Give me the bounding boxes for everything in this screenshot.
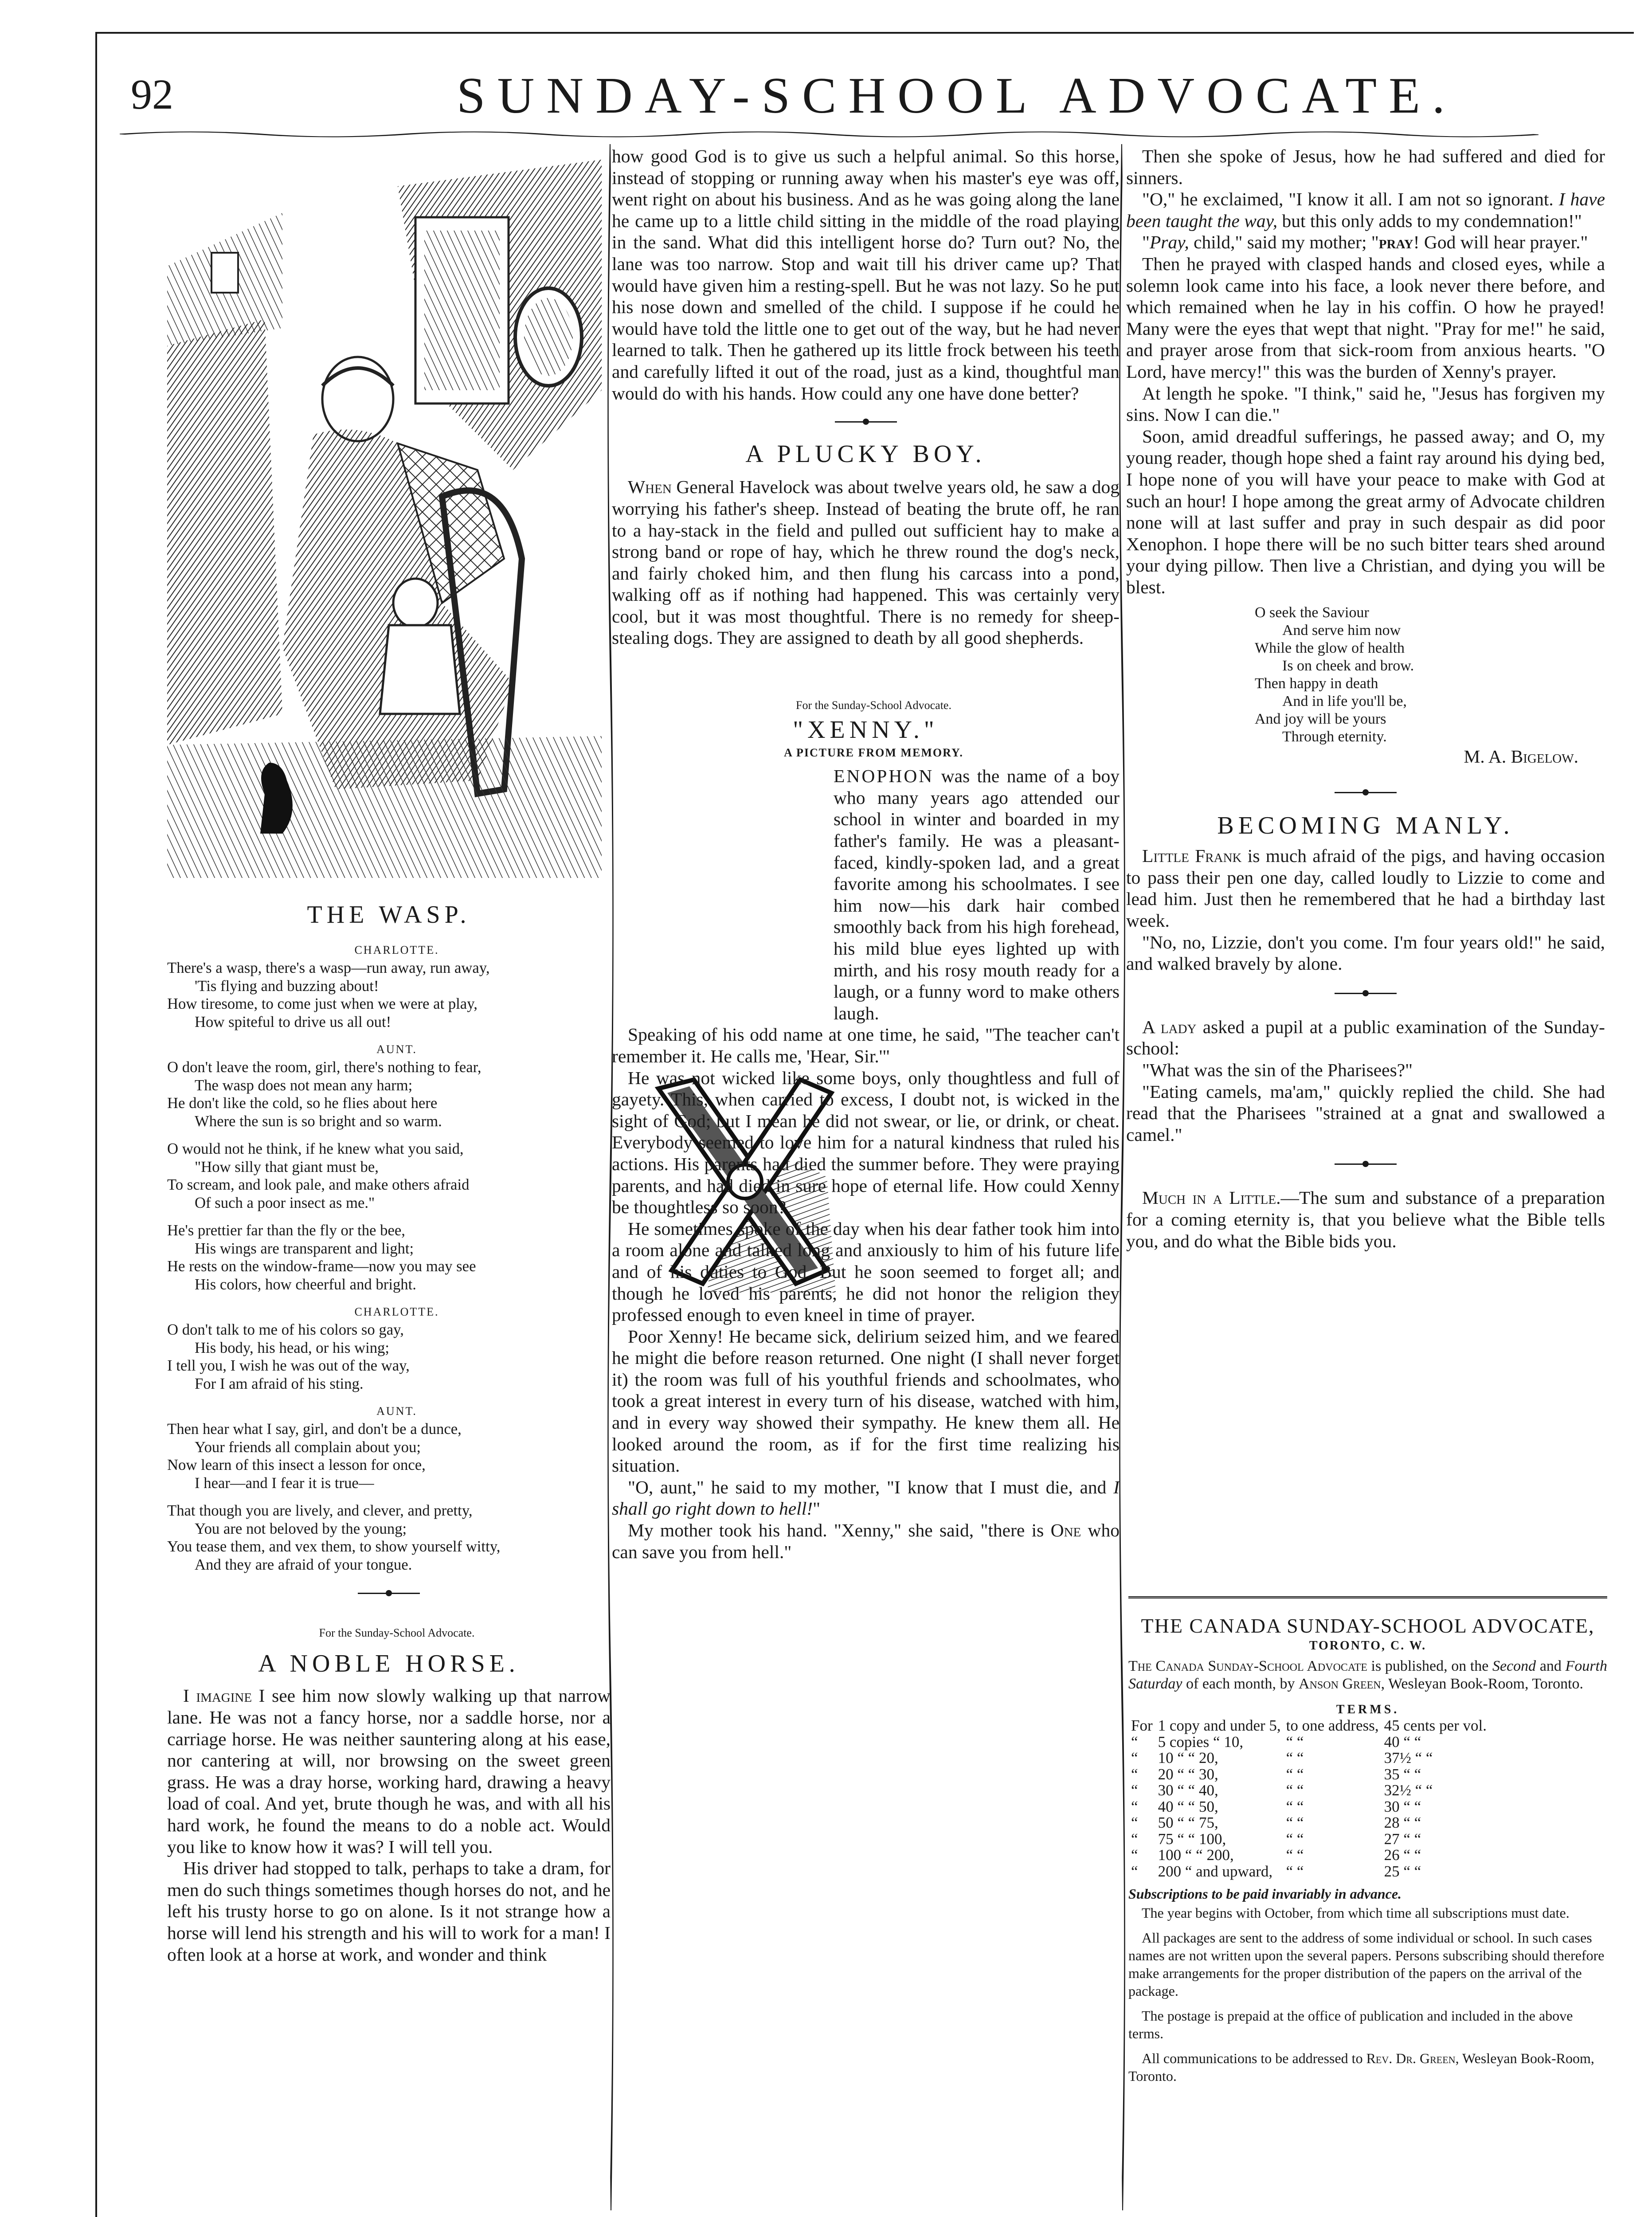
terms-cell: “ “ (1286, 1749, 1304, 1767)
notice-paragraph: The year begins with October, from which time all subscriptions must date. (1142, 1905, 1570, 1921)
xenny-signature: M. A. Bigelow. (1464, 746, 1578, 767)
verse-line: The wasp does not mean any harm; (195, 1076, 413, 1094)
terms-cell: 10 “ “ 20, (1158, 1749, 1218, 1767)
xenny-paragraph: Soon, amid dreadful sufferings, he passed away; and O, my young reader, though hope shed a faint ray around his dying bed, I hope none of you will have your peace to make with God at such an hour! I hope among the great army of Advocate children none will at last suffer and pray in such despair as did poor Xenophon. I hope there will be no such bitter tears shed around your dying pillow. Then live a Christian, and dying you will be blest. (1126, 426, 1605, 597)
wasp-stanza (167, 1041, 611, 1130)
terms-cell: 32½ “ “ (1384, 1782, 1433, 1799)
wasp-stanza (167, 1140, 611, 1212)
xenny-paragraph: He was not wicked like some boys, only thoughtless and full of gayety. This, when carried to excess, I doubt not, is wicked in the sight of God; but I mean he did not swear, or lie, or drink, or cheat. Everybody seemed to love him for a natural kindness that ruled his actions. His parents had died the summer before. They were praying parents, and had died in sure hope of eternal life. How could Xenny be thoughtless so soon? (612, 1067, 1120, 1218)
lead-word: A lady (1142, 1016, 1197, 1037)
terms-row (1128, 1815, 1489, 1831)
terms-cell: to one address, (1286, 1717, 1379, 1735)
terms-cell: “ “ (1286, 1862, 1304, 1880)
terms-cell: “ “ (1286, 1814, 1304, 1832)
verse-line: Through eternity. (1282, 729, 1387, 745)
notice-paragraph: All packages are sent to the address of some individual or school. In such cases names are not written upon the several papers. Persons subscribing should therefore make arrangements for the proper distribution of the papers on the arrival of the package. (1128, 1930, 1605, 1999)
paragraph-italic: Pray, (1149, 232, 1189, 253)
advance-note: Subscriptions to be paid invariably in advance. (1128, 1886, 1402, 1902)
paragraph-text: was the name of a boy who many years ago attended our school in winter and boarded in my father's family. He was a pleasant-faced, kindly-spoken lad, and a great favorite among his schoolmates. I see him now—his dark hair combed smoothly back from his high forehead, his mild blue eyes lighted up with mirth, and his rosy mouth ready for a laugh, or a funny word to make others laugh. (834, 766, 1120, 1023)
pharisees-paragraph: "What was the sin of the Pharisees?" (1142, 1060, 1413, 1080)
paragraph-text: I see him now slowly walking up that narrow lane. He was not a fancy horse, nor a saddle horse, nor a carriage horse. He was neither sauntering along at his ease, nor cantering at will, nor browsing on the sweet green grass. He was a dray horse, working hard, drawing a heavy load of coal. And yet, brute though he was, and with all his hard work, he found the means to do a noble act. Would you like to know how it was? I will tell you. (167, 1685, 611, 1857)
section-ornament (1126, 983, 1605, 1003)
terms-row (1128, 1750, 1489, 1767)
becoming-manly-title: BECOMING MANLY. (1217, 812, 1514, 840)
attribution: For the Sunday-School Advocate. (319, 1626, 475, 1640)
intro-text: Anson Green (1299, 1676, 1381, 1692)
paragraph-text: asked a pupil at a public examination of the Sunday-school: (1126, 1016, 1605, 1059)
wasp-stanza (167, 1303, 611, 1393)
terms-row (1128, 1831, 1489, 1848)
intro-text: of each month, by (1182, 1676, 1299, 1692)
xenny-paragraph: Then he prayed with clasped hands and closed eyes, while a solemn look came into his face, a look never there before, and which remained when he lay in his coffin. O how he prayed! Many were the eyes that wept that night. "Pray for me!" he said, and prayer arose from that sick-room from anxious hearts. "O Lord, have mercy!" this was the burden of Xenny's prayer. (1126, 253, 1605, 382)
paragraph-text: My mother took his hand. "Xenny," she said, "there is (628, 1520, 1051, 1541)
wasp-stanza (167, 1402, 611, 1492)
wasp-stanza (167, 941, 611, 1031)
verse-line: While the glow of health (1255, 640, 1405, 657)
wasp-stanza (167, 1502, 611, 1574)
verse-line: He don't like the cold, so he flies about here (167, 1094, 438, 1112)
verse-line: I tell you, I wish he was out of the way, (167, 1357, 410, 1375)
paragraph-text: General Havelock was about twelve years old, he saw a dog worrying his father's sheep. Instead of beating the brute off, he ran to a hay-stack in the field and pulled out sufficient hay to make a strong band or rope of hay, which he threw round the dog's neck, and fairly choked him, and then flung his carcass into a pond, walking off as if nothing had happened. This was certainly very cool, but it was most thoughtful. There is no remedy for sheep-stealing dogs. They are assigned to death by all good shepherds. (612, 477, 1120, 648)
xenny-paragraph: "Pray, child," said my mother; "pray! God will hear prayer." (1142, 232, 1588, 253)
verse-line: There's a wasp, there's a wasp—run away, run away, (167, 959, 490, 977)
terms-cell: 45 cents per vol. (1384, 1717, 1487, 1735)
terms-cell: 75 “ “ 100, (1158, 1830, 1226, 1848)
verse-line: How spiteful to drive us all out! (195, 1013, 391, 1030)
verse-line: To scream, and look pale, and make others afraid (167, 1176, 470, 1194)
terms-cell: 20 “ “ 30, (1158, 1765, 1218, 1783)
xenny-paragraph: Speaking of his odd name at one time, he said, "The teacher can't remember it. He calls me, 'Hear, Sir.'" (612, 1024, 1120, 1066)
verse-line: O don't talk to me of his colors so gay, (167, 1321, 404, 1339)
terms-row (1128, 1864, 1489, 1880)
verse-line: That though you are lively, and clever, and pretty, (167, 1502, 473, 1520)
paragraph-smallcaps: pray (1378, 232, 1413, 253)
verse-line: His body, his head, or his wing; (195, 1339, 390, 1356)
terms-cell: 35 “ “ (1384, 1765, 1421, 1783)
masthead-title: SUNDAY-SCHOOL ADVOCATE. (457, 67, 1457, 124)
paragraph-smallcaps: One (1050, 1520, 1081, 1541)
terms-table (1128, 1718, 1607, 1880)
lead-word: When (628, 477, 672, 497)
verse-line: 'Tis flying and buzzing about! (195, 977, 379, 995)
section-ornament (1126, 1154, 1605, 1174)
column-right (1126, 145, 1605, 1252)
verse-line: His wings are transparent and light; (195, 1239, 414, 1257)
notice-text: , Wesleyan Book-Room, Toronto. (1128, 2050, 1594, 2084)
xenny-paragraph (612, 1477, 1120, 1520)
verse-line: "How silly that giant must be, (195, 1158, 379, 1175)
terms-cell: “ “ (1286, 1846, 1304, 1864)
terms-cell: 40 “ “ 50, (1158, 1798, 1218, 1815)
terms-cell: 25 “ “ (1384, 1862, 1421, 1880)
verse-line: Then happy in death (1255, 675, 1378, 692)
paragraph-text: is much afraid of the pigs, and having occasion to pass their pen one day, called loudly to Lizzie to come and lead him. Just then he remembered that he had a birthday last week. (1126, 846, 1605, 931)
paragraph-text: child," said my mother; " (1189, 232, 1379, 253)
intro-text: Second (1492, 1658, 1536, 1675)
verse-line: Your friends all complain about you; (195, 1438, 421, 1456)
xenny-poem (1255, 604, 1605, 746)
verse-line: He rests on the window-frame—now you may see (167, 1257, 476, 1275)
terms-cell: “ (1131, 1765, 1138, 1783)
terms-cell: For (1131, 1717, 1153, 1735)
terms-cell: “ (1131, 1862, 1138, 1880)
terms-cell: 28 “ “ (1384, 1814, 1421, 1832)
terms-cell: “ (1131, 1830, 1138, 1848)
terms-cell: 1 copy and under 5, (1158, 1717, 1281, 1735)
terms-cell: “ “ (1286, 1765, 1304, 1783)
plucky-boy-title: A PLUCKY BOY. (745, 440, 986, 468)
notice-paragraph (1128, 2049, 1607, 2085)
terms-cell: 26 “ “ (1384, 1846, 1421, 1864)
terms-cell: 27 “ “ (1384, 1830, 1421, 1848)
xenny-paragraph: Then she spoke of Jesus, how he had suffered and died for sinners. (1126, 146, 1605, 188)
section-ornament (1126, 783, 1605, 802)
header-wavy-rule (120, 129, 1538, 139)
verse-line: You tease them, and vex them, to show yourself witty, (167, 1538, 501, 1555)
canada-intro (1128, 1657, 1607, 1693)
verse-line: How tiresome, to come just when we were at play, (167, 995, 478, 1013)
column-middle (612, 145, 1120, 1563)
terms-cell: “ (1131, 1782, 1138, 1799)
terms-row (1128, 1799, 1489, 1815)
verse-line: His colors, how cheerful and bright. (195, 1275, 416, 1293)
paragraph-text: who can save you from hell." (612, 1520, 1120, 1562)
canada-advocate-notice (1128, 1596, 1607, 2217)
lead-word: I imagine (183, 1685, 252, 1706)
canada-location: TORONTO, C. W. (1309, 1639, 1427, 1653)
lead-word: Little Frank (1142, 846, 1242, 866)
verse-line: And in life you'll be, (1282, 693, 1407, 710)
terms-cell: 100 “ “ 200, (1158, 1846, 1234, 1864)
verse-line: You are not beloved by the young; (195, 1520, 407, 1537)
verse-line: Where the sun is so bright and so warm. (195, 1112, 442, 1130)
paragraph-text: " (813, 1498, 821, 1519)
xenny-subtitle: A PICTURE FROM MEMORY. (784, 746, 963, 760)
terms-row (1128, 1734, 1489, 1751)
noble-horse-title: A NOBLE HORSE. (258, 1650, 520, 1678)
verse-line: And joy will be yours (1255, 711, 1386, 728)
terms-title: TERMS. (1336, 1703, 1400, 1717)
verse-line: Is on cheek and brow. (1282, 658, 1414, 674)
section-ornament (167, 1583, 611, 1603)
terms-cell: “ “ (1286, 1830, 1304, 1848)
xenny-title: "XENNY." (793, 716, 939, 744)
terms-cell: 40 “ “ (1384, 1733, 1421, 1751)
column-left (167, 146, 611, 1965)
paragraph-text: ! God will hear prayer." (1413, 232, 1588, 253)
terms-cell: 30 “ “ (1384, 1798, 1421, 1815)
intro-text: is published, on the (1367, 1658, 1492, 1675)
verse-line: Now learn of this insect a lesson for once, (167, 1456, 426, 1474)
notice-text: Rev. Dr. Green (1366, 2050, 1456, 2067)
notice-text: All communications to be addressed to (1142, 2050, 1366, 2067)
canada-title: THE CANADA SUNDAY-SCHOOL ADVOCATE, (1141, 1614, 1595, 1637)
terms-cell: 30 “ “ 40, (1158, 1782, 1218, 1799)
xenny-paragraph (1126, 188, 1605, 231)
verse-line: For I am afraid of his sting. (195, 1375, 364, 1392)
terms-cell: “ “ (1286, 1733, 1304, 1751)
terms-cell: “ (1131, 1846, 1138, 1864)
verse-line: O seek the Saviour (1255, 604, 1369, 621)
pharisees-paragraph (1126, 1016, 1605, 1059)
wasp-speaker: CHARLOTTE. (354, 1305, 439, 1319)
wasp-speaker: CHARLOTTE. (354, 944, 439, 957)
intro-text: , Wesleyan Book-Room, Toronto. (1381, 1676, 1584, 1692)
verse-line: Of such a poor insect as me." (195, 1194, 375, 1211)
top-border (95, 32, 1634, 34)
paragraph-text: but this only adds to my condemnation!" (1277, 210, 1582, 231)
terms-row (1128, 1847, 1489, 1864)
verse-line: O would not he think, if he knew what you said, (167, 1140, 464, 1158)
noble-horse-paragraph (167, 1685, 611, 1857)
xenny-paragraph (834, 765, 1120, 1024)
terms-cell: 37½ “ “ (1384, 1749, 1433, 1767)
wasp-title: THE WASP. (307, 901, 471, 928)
terms-row (1128, 1767, 1489, 1783)
verse-line: I hear—and I fear it is true— (195, 1474, 374, 1492)
page-number: 92 (131, 71, 173, 118)
much-in-little-paragraph (1126, 1187, 1605, 1252)
terms-cell: “ (1131, 1749, 1138, 1767)
paragraph-text: "O," he exclaimed, "I know it all. I am not so ignorant. (1142, 189, 1559, 210)
terms-cell: 5 copies “ 10, (1158, 1733, 1244, 1751)
paragraph-italic: I shall go right down to hell! (612, 1477, 1120, 1519)
wasp-speaker: AUNT. (376, 1405, 417, 1418)
verse-line: He's prettier far than the fly or the bee, (167, 1222, 405, 1239)
terms-row (1128, 1782, 1489, 1799)
terms-cell: 50 “ “ 75, (1158, 1814, 1218, 1832)
paragraph-text: —The sum and substance of a preparation for a coming eternity is, that you believe what the Bible tells you, and do what the Bible bids you. (1126, 1187, 1605, 1251)
noble-horse-continued: how good God is to give us such a helpful animal. So this horse, instead of stopping or running away when his master's eye was off, went right on about his business. And as he was going along the lane he came up to a little child sitting in the middle of the road playing in the sand. What did this intelligent horse do? Turn out? No, the lane was too narrow. Stop and wait till his driver came up? That would have given him a resting-spell. But he was not lazy. So he put his nose down and smelled of the child. I suppose if he could he would have told the little one to get out of the way, but he had never learned to talk. Then he gathered up its little frock between his teeth and carefully lifted it out of the road, just as a kind, thoughtful man would do with his hands. How could any one have done better? (612, 146, 1120, 403)
intro-text: and (1536, 1658, 1566, 1675)
terms-cell: “ (1131, 1814, 1138, 1832)
lead-word: ENOPHON (834, 766, 934, 787)
becoming-manly-paragraph: "No, no, Lizzie, don't you come. I'm four years old!" he said, and walked bravely by alone. (1126, 932, 1605, 974)
section-ornament (612, 412, 1120, 431)
terms-cell: “ (1131, 1798, 1138, 1815)
verse-line: And serve him now (1282, 622, 1401, 639)
pharisees-paragraph: "Eating camels, ma'am," quickly replied the child. She had read that the Pharisees "strained at a gnat and swallowed a camel." (1126, 1081, 1605, 1145)
terms-cell: “ “ (1286, 1798, 1304, 1815)
terms-row (1128, 1718, 1489, 1734)
paragraph-italic: I have been taught the way, (1126, 189, 1605, 231)
noble-horse-paragraph: His driver had stopped to talk, perhaps to take a dram, for men do such things sometimes though horses do not, and he left his trusty horse to go on alone. Is it not strange how a horse will lend his strength and his will to work for a man! I often look at a horse at work, and wonder and think (167, 1858, 611, 1965)
verse-line: Then hear what I say, girl, and don't be a dunce, (167, 1420, 462, 1438)
terms-cell: “ “ (1286, 1782, 1304, 1799)
intro-text: The Canada Sunday-School Advocate (1128, 1658, 1367, 1675)
wasp-stanza (167, 1222, 611, 1293)
xenny-paragraph: He sometimes spoke of the day when his dear father took him into a room alone and talked long and anxiously to him of his future life and of his duties to God. But he soon seemed to forget all; and though he loved his parents, he did not honor the religion they professed enough to even kneel in time of prayer. (612, 1218, 1120, 1325)
notice-paragraph: The postage is prepaid at the office of publication and included in the above terms. (1128, 2008, 1573, 2042)
attribution: For the Sunday-School Advocate. (796, 699, 951, 712)
verse-line: And they are afraid of your tongue. (195, 1555, 412, 1573)
terms-cell: 200 “ and upward, (1158, 1862, 1273, 1880)
plucky-boy-paragraph (612, 476, 1120, 649)
verse-line: O don't leave the room, girl, there's nothing to fear, (167, 1058, 482, 1076)
wasp-speaker: AUNT. (376, 1043, 417, 1056)
xenny-paragraph (612, 1520, 1120, 1563)
becoming-manly-paragraph (1126, 845, 1605, 931)
terms-cell: “ (1131, 1733, 1138, 1751)
left-border (95, 32, 97, 2217)
paragraph-text: "O, aunt," he said to my mother, "I know that I must die, and (628, 1477, 1114, 1497)
lead-word: Much in a Little. (1142, 1187, 1281, 1208)
intro-text: Fourth Saturday (1128, 1658, 1607, 1692)
xenny-paragraph: Poor Xenny! He became sick, delirium seized him, and we feared he might die before reason returned. One night (I shall never forget it) the room was full of his youthful friends and schoolmates, who took a great interest in every turn of his disease, watched with him, and in every way showed their sympathy. He knew them all. He looked around the room, as if for the first time realizing his situation. (612, 1326, 1120, 1476)
xenny-paragraph: At length he spoke. "I think," said he, "Jesus has forgiven my sins. Now I can die." (1126, 383, 1605, 425)
